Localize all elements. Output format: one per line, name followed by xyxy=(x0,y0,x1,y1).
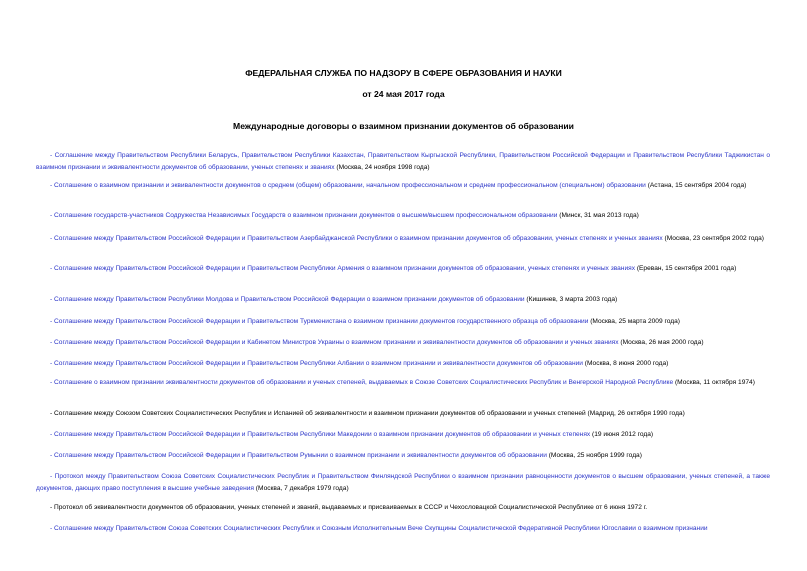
treaty-link[interactable]: - Соглашение государств-участников Содружества Независимых Государств о взаимном признании документов о высшем/высшем профессиональном образовании xyxy=(50,212,558,219)
treaty-entry-9 xyxy=(36,358,770,370)
treaty-link[interactable]: - Соглашение о взаимном признании и эквивалентности документов о среднем (общем) образовании, начальном профессиональном и среднем профессиональном (специальном) образовании xyxy=(50,182,646,189)
treaty-details: (Москва, 8 июня 2000 года) xyxy=(582,360,669,367)
treaty-details: (Москва, 23 сентября 2002 года) xyxy=(662,235,765,242)
treaty-entry-8 xyxy=(36,337,770,349)
treaty-details: - Протокол об эквивалентности документов об образовании, ученых степеней и званий, выдаваемых и присваиваемых в СССР и Чехословацкой Социалистической Республике от 6 июня 1972 г. xyxy=(50,504,648,511)
treaty-entry-3 xyxy=(36,210,770,222)
treaty-link[interactable]: - Протокол между Правительством Союза Советских Социалистических Республик и Правительством Финляндской Республики о взаимном признании равноценности документов о высшем образовании, ученых степеней, а также документов, дающих право поступления в высшие учебные заведения xyxy=(36,473,770,492)
treaty-link[interactable]: - Соглашение между Правительством Союза Советских Социалистических Республик и Союзным Исполнительным Вече Скупщины Социалистической Федеративной Республики Югославии о взаимном признании xyxy=(50,525,708,532)
treaty-details: (Москва, 25 ноября 1999 года) xyxy=(546,452,642,459)
page-title: Международные договоры о взаимном признании документов об образовании xyxy=(233,121,574,131)
treaty-link[interactable]: - Соглашение между Правительством Республики Молдова и Правительством Российской Федерации о взаимном признании документов об образовании xyxy=(50,296,525,303)
treaty-details: (Минск, 31 мая 2013 года) xyxy=(557,212,639,219)
treaty-entry-1 xyxy=(36,150,770,174)
treaty-entry-15 xyxy=(36,502,770,514)
treaty-entry-13 xyxy=(36,450,770,462)
treaty-link[interactable]: - Соглашение между Правительством Российской Федерации и Правительством Республики Македонии о взаимном признании документов об образовании и ученых степенях xyxy=(50,431,591,438)
treaty-entry-12 xyxy=(36,429,770,441)
treaty-entry-14 xyxy=(36,471,770,495)
treaty-details: (Москва, 24 ноября 1998 года) xyxy=(334,164,430,171)
treaty-entry-7 xyxy=(36,316,770,328)
treaty-details: (Москва, 7 декабря 1979 года) xyxy=(253,485,349,492)
treaty-details: (Москва, 26 мая 2000 года) xyxy=(618,339,704,346)
treaty-link[interactable]: - Соглашение о взаимном признании эквивалентности документов об образовании и ученых степеней, выдаваемых в Союзе Советских Социалистических Республик и Венгерской Народной Республике xyxy=(50,379,674,386)
treaty-details: (Астана, 15 сентября 2004 года) xyxy=(645,182,747,189)
treaty-entry-2 xyxy=(36,180,770,192)
treaty-entry-5 xyxy=(36,263,770,275)
treaty-entry-16 xyxy=(36,523,770,535)
treaty-link[interactable]: - Соглашение между Правительством Российской Федерации и Правительством Азербайджанской Республики о взаимном признании документов об образовании, ученых степенях и ученых званиях xyxy=(50,235,663,242)
treaty-details: (Москва, 11 октября 1974) xyxy=(673,379,755,386)
treaty-entry-10 xyxy=(36,377,770,389)
treaty-link[interactable]: - Соглашение между Правительством Республики Беларусь, Правительством Республики Казахстан, Правительством Кыргызской Республики, Правительством Российской Федерации и Правительством Республики Таджикистан о взаимном признании и эквивалентности документов об образовании, ученых степенях и званиях xyxy=(36,152,770,171)
treaty-link[interactable]: - Соглашение между Правительством Российской Федерации и Кабинетом Министров Украины о взаимном признании и эквивалентности документов об образовании и ученых званиях xyxy=(50,339,619,346)
treaty-link[interactable]: - Соглашение между Правительством Российской Федерации и Правительством Республики Армения о взаимном признании документов об образовании, ученых степенях и ученых званиях xyxy=(50,265,635,272)
document-date: от 24 мая 2017 года xyxy=(362,89,445,99)
treaty-details: (19 июня 2012 года) xyxy=(590,431,654,438)
treaty-details: (Кишинев, 3 марта 2003 года) xyxy=(524,296,618,303)
treaty-entry-11 xyxy=(36,408,770,420)
treaty-link[interactable]: - Соглашение между Правительством Российской Федерации и Правительством Румынии о взаимном признании и эквивалентности документов об образовании xyxy=(50,452,547,459)
treaty-details: (Ереван, 15 сентября 2001 года) xyxy=(635,265,737,272)
agency-heading: ФЕДЕРАЛЬНАЯ СЛУЖБА ПО НАДЗОРУ В СФЕРЕ ОБРАЗОВАНИЯ И НАУКИ xyxy=(245,68,562,78)
treaty-details: (Москва, 25 марта 2009 года) xyxy=(588,318,680,325)
treaty-link[interactable]: - Соглашение между Правительством Российской Федерации и Правительством Туркменистана о взаимном признании документов государственного образца об образовании xyxy=(50,318,589,325)
treaty-link[interactable]: - Соглашение между Правительством Российской Федерации и Правительством Республики Албании о взаимном признании и эквивалентности документов об образовании xyxy=(50,360,583,367)
treaty-entry-4 xyxy=(36,233,770,245)
treaty-entry-6 xyxy=(36,294,770,306)
treaty-details: - Соглашение между Союзом Советских Социалистических Республик и Испанией об эквивалентности и взаимном признании документов об образовании и ученых степеней (Мадрид, 26 октября 1990 года) xyxy=(50,410,685,417)
